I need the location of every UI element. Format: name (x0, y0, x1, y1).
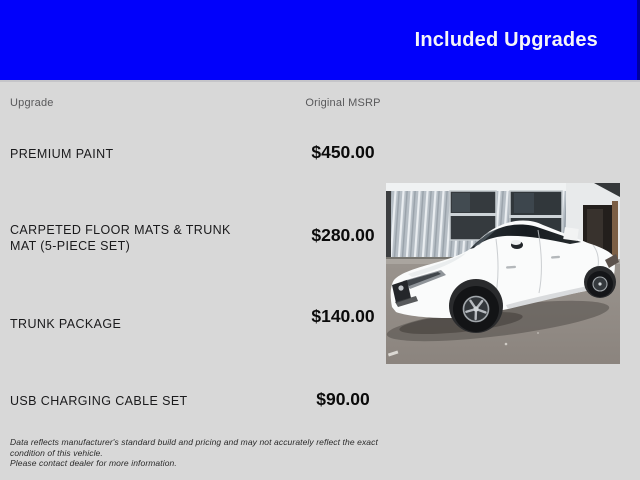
upgrade-name: USB CHARGING CABLE SET (10, 394, 188, 408)
upgrade-name: CARPETED FLOOR MATS & TRUNK MAT (5-PIECE SET) (10, 223, 231, 253)
upgrade-name: PREMIUM PAINT (10, 147, 114, 161)
column-header-upgrade: Upgrade (10, 97, 54, 109)
header-banner (0, 0, 640, 82)
msrp-value: $280.00 (311, 225, 375, 245)
msrp-value: $140.00 (311, 306, 375, 326)
msrp-value: $450.00 (311, 142, 375, 162)
msrp-value: $90.00 (316, 389, 370, 409)
page-title: Included Upgrades (414, 29, 598, 51)
upgrade-name: TRUNK PACKAGE (10, 317, 122, 331)
vehicle-photo (386, 183, 620, 364)
vehicle-photo-illustration (386, 183, 620, 364)
column-header-msrp: Original MSRP (305, 97, 381, 109)
window-sticker (563, 227, 579, 241)
disclaimer-line-1: Data reflects manufacturer's standard build and pricing and may not accurately reflect the exact condition of this vehicle. (10, 437, 378, 458)
rear-wheel (584, 266, 616, 298)
disclaimer (10, 437, 410, 469)
disclaimer-line-2: Please contact dealer for more information. (10, 458, 177, 468)
front-wheel (449, 279, 503, 333)
